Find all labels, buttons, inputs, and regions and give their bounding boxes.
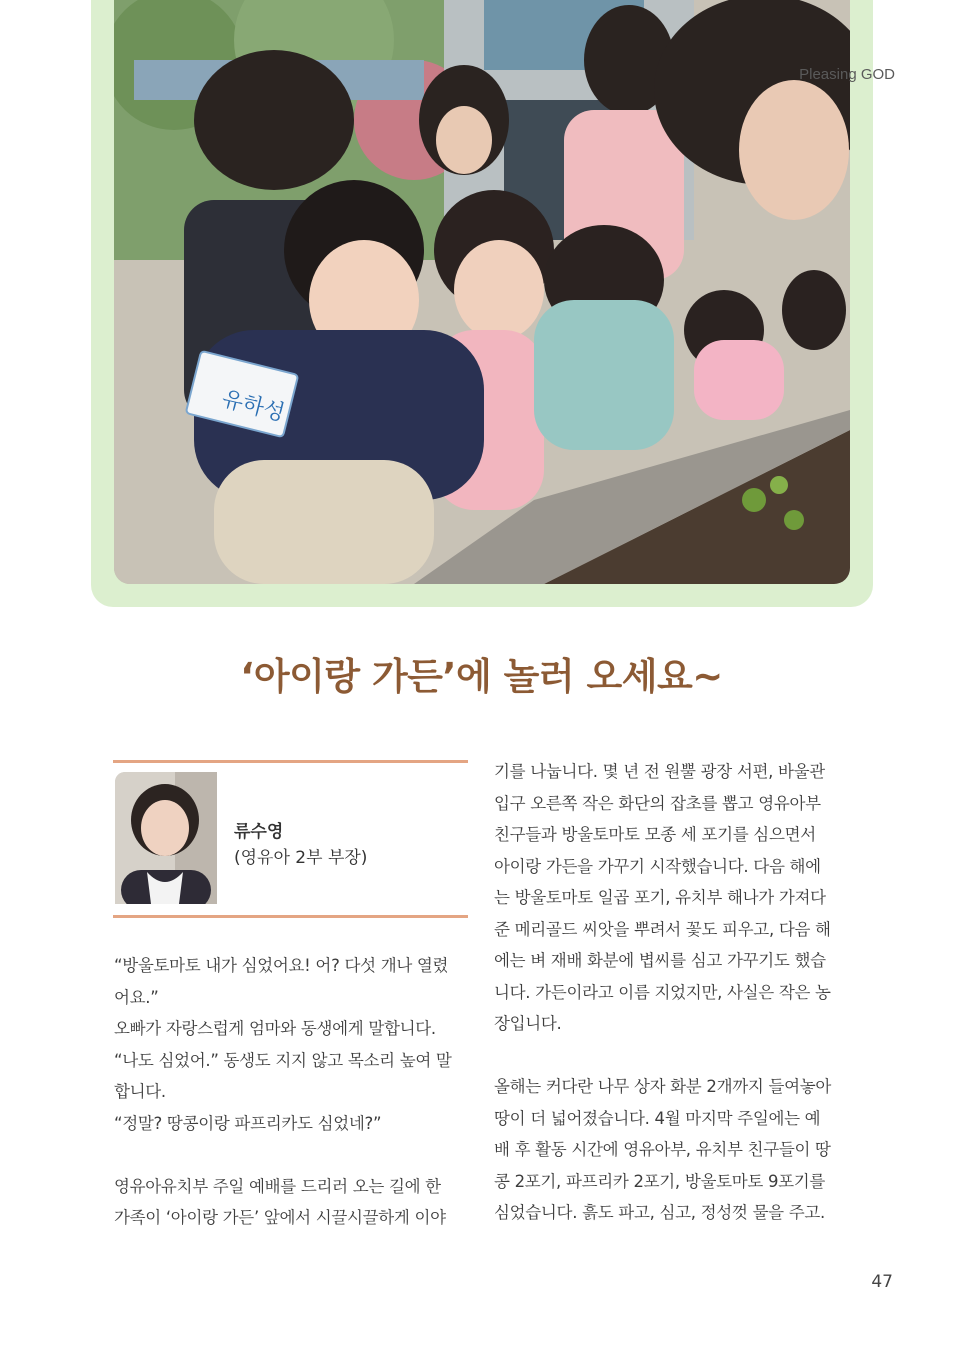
paragraph-line: 준 메리골드 씨앗을 뿌려서 꽃도 피우고, 다음 해 (494, 919, 831, 939)
paragraph-line: 오빠가 자랑스럽게 엄마와 동생에게 말합니다. (114, 1019, 436, 1038)
paragraph-line: 아이랑 가든을 가꾸기 시작했습니다. 다음 해에 (494, 856, 821, 876)
paragraph-gap (494, 1040, 854, 1072)
paragraph-line: 올해는 커다란 나무 상자 화분 2개까지 들여놓아 (494, 1077, 832, 1096)
left-column (114, 950, 474, 1234)
right-column (494, 756, 854, 1229)
paragraph-line: “나도 심었어.” 동생도 지지 않고 목소리 높여 말 (114, 1050, 452, 1070)
paragraph-line: 기를 나눕니다. 몇 년 전 원뿔 광장 서편, 바울관 (494, 762, 825, 781)
paragraph-line: 가족이 ‘아이랑 가든’ 앞에서 시끌시끌하게 이야 (114, 1208, 446, 1227)
paragraph-line: “방울토마토 내가 심었어요! 어? 다섯 개나 열렸 (114, 956, 449, 975)
paragraph-line: 심었습니다. 흙도 파고, 심고, 정성껏 물을 주고. (494, 1203, 825, 1222)
author-box (113, 760, 468, 918)
paragraph-line: 에는 벼 재배 화분에 볍씨를 심고 가꾸기도 했습 (494, 951, 826, 970)
name-badge-text: 유하성 (219, 386, 288, 427)
author-name: 류수영 (234, 822, 284, 842)
children-garden-photo (114, 0, 850, 584)
paragraph-line: 는 방울토마토 일곱 포기, 유치부 해나가 가져다 (494, 888, 826, 907)
photo-illustration (114, 0, 850, 584)
paragraph-line: 콩 2포기, 파프리카 2포기, 방울토마토 9포기를 (494, 1171, 826, 1191)
page-number: 47 (871, 1272, 893, 1292)
paragraph-gap (114, 1139, 474, 1171)
paragraph-line: 땅이 더 넓어졌습니다. 4월 마지막 주일에는 예 (494, 1108, 821, 1128)
paragraph-line: 어요.” (114, 987, 159, 1007)
article-title: ‘아이랑 가든’에 놀러 오세요~ (240, 655, 723, 698)
paragraph-line: 합니다. (114, 1082, 166, 1101)
paragraph-line: 입구 오른쪽 작은 화단의 잡초를 뽑고 영유아부 (494, 793, 821, 813)
author-role: (영유아 2부 부장) (234, 848, 368, 868)
author-portrait (115, 772, 217, 904)
section-label: Pleasing GOD (799, 66, 895, 83)
paragraph-line: 니다. 가든이라고 이름 지었지만, 사실은 작은 농 (494, 982, 831, 1002)
author-photo (115, 772, 217, 904)
paragraph-line: “정말? 땅콩이랑 파프리카도 심었네?” (114, 1113, 382, 1133)
paragraph-line: 배 후 활동 시간에 영유아부, 유치부 친구들이 땅 (494, 1140, 831, 1159)
paragraph-line: 친구들과 방울토마토 모종 세 포기를 심으면서 (494, 825, 816, 844)
paragraph-line: 영유아유치부 주일 예배를 드리러 오는 길에 한 (114, 1176, 441, 1196)
paragraph-line: 장입니다. (494, 1014, 562, 1033)
